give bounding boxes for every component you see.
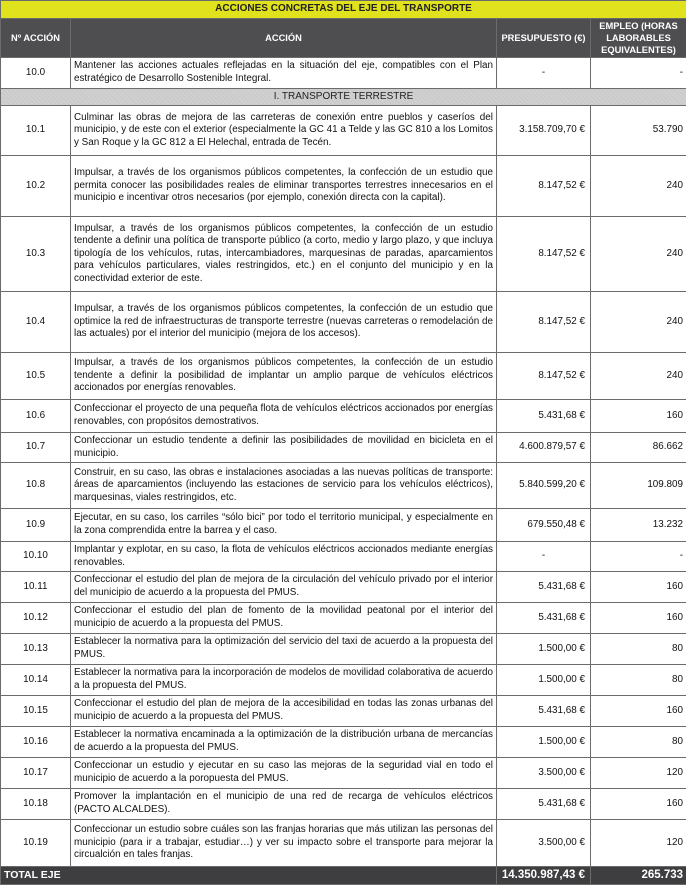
action-text: Implantar y explotar, en su caso, la flota de vehículos eléctricos accionados mediante energías renovables.	[71, 542, 497, 572]
action-number: 10.7	[1, 433, 71, 463]
action-text: Impulsar, a través de los organismos públicos competentes, la confección de un estudio que permita conocer las posibilidades reales de eliminar transportes terrestres innecesarios en el municipio e incentivar otros necesarios (por ejemplo, conexión directa con la capital).	[71, 156, 497, 217]
total-budget: 14.350.987,43 €	[497, 867, 591, 885]
action-budget: 8.147,52 €	[497, 156, 591, 217]
action-budget: 3.500,00 €	[497, 820, 591, 867]
action-number: 10.14	[1, 665, 71, 696]
action-text: Confeccionar un estudio sobre cuáles son las franjas horarias que más utilizan las personas del municipio (para ir a trabajar, estudiar…) y ver su impacto sobre el transporte para mejorar la circualción en tales franjas.	[71, 820, 497, 867]
action-number: 10.10	[1, 542, 71, 572]
action-budget: 8.147,52 €	[497, 217, 591, 292]
action-number: 10.5	[1, 353, 71, 400]
table-row	[1, 603, 686, 634]
action-number: 10.13	[1, 634, 71, 665]
table-row	[1, 400, 686, 433]
action-text: Confeccionar el estudio del plan de mejora de la accesibilidad en todas las zonas urbanas del municipio de acuerdo a la propuesta del PMUS.	[71, 696, 497, 727]
table-row	[1, 542, 686, 572]
action-text: Impulsar, a través de los organismos públicos competentes, la confección de un estudio tendente a definir la posibilidad de implantar un amplio parque de vehículos eléctricos accionados por energías renovables.	[71, 353, 497, 400]
action-jobs: 240	[591, 292, 686, 353]
action-number: 10.0	[1, 58, 71, 89]
action-jobs: 120	[591, 820, 686, 867]
table-row	[1, 217, 686, 292]
action-jobs: 240	[591, 353, 686, 400]
table-row	[1, 463, 686, 509]
action-jobs: 80	[591, 727, 686, 758]
action-number: 10.17	[1, 758, 71, 789]
intro-row	[1, 58, 686, 89]
action-number: 10.18	[1, 789, 71, 820]
action-budget: 5.431,68 €	[497, 789, 591, 820]
action-jobs: 160	[591, 572, 686, 603]
action-number: 10.8	[1, 463, 71, 509]
action-number: 10.2	[1, 156, 71, 217]
action-budget: 5.431,68 €	[497, 572, 591, 603]
table-title-row	[1, 1, 686, 19]
table-row	[1, 696, 686, 727]
action-text: Confeccionar el estudio del plan de fomento de la movilidad peatonal por el interior del municipio de acuerdo a la propuesta del PMUS.	[71, 603, 497, 634]
action-text: Confeccionar el estudio del plan de mejora de la circulación del vehículo privado por el interior del municipio de acuerdo a la propuesta del PMUS.	[71, 572, 497, 603]
action-budget: 5.431,68 €	[497, 400, 591, 433]
section-title: I. TRANSPORTE TERRESTRE	[1, 89, 686, 106]
action-text: Confeccionar el proyecto de una pequeña flota de vehículos eléctricos accionados por energías renovables, con propósitos demostrativos.	[71, 400, 497, 433]
action-number: 10.6	[1, 400, 71, 433]
action-jobs: 160	[591, 696, 686, 727]
table-row	[1, 789, 686, 820]
action-budget: 5.431,68 €	[497, 603, 591, 634]
action-budget: -	[497, 58, 591, 89]
action-jobs: 53.790	[591, 106, 686, 156]
action-jobs: -	[591, 58, 686, 89]
action-number: 10.12	[1, 603, 71, 634]
table-row	[1, 509, 686, 542]
action-text: Impulsar, a través de los organismos públicos competentes, la confección de un estudio tendente a definir una política de transporte público (a corto, medio y largo plazo, y que incluya tipología de los vehículos, rutas, intercambiadores, marquesinas de paradas, aparcamientos para vehículos particulares, viales restringidos, etc.) en el conjunto del municipio y en la conectividad exterior de este.	[71, 217, 497, 292]
section-row	[1, 89, 686, 106]
action-budget: 8.147,52 €	[497, 292, 591, 353]
table-row	[1, 665, 686, 696]
action-number: 10.3	[1, 217, 71, 292]
action-number: 10.11	[1, 572, 71, 603]
action-text: Confeccionar un estudio y ejecutar en su caso las mejoras de la seguridad vial en todo el municipio de acuerdo a la poropuesta del PMUS.	[71, 758, 497, 789]
table-row	[1, 353, 686, 400]
action-text: Establecer la normativa para la optimización del servicio del taxi de acuerdo a la propuesta del PMUS.	[71, 634, 497, 665]
action-text: Impulsar, a través de los organismos públicos competentes, la confección de un estudio que optimice la red de infraestructuras de transporte terrestre (nuevas carreteras o remodelación de las actuales) por el interior del municipio (mejora de los accesos).	[71, 292, 497, 353]
action-budget: 3.500,00 €	[497, 758, 591, 789]
action-jobs: 80	[591, 665, 686, 696]
table-row	[1, 634, 686, 665]
action-jobs: 109.809	[591, 463, 686, 509]
action-budget: -	[497, 542, 591, 572]
action-text: Establecer la normativa para la incorporación de modelos de movilidad colaborativa de acuerdo a la propuesta del PMUS.	[71, 665, 497, 696]
total-row	[1, 867, 686, 885]
header-jobs: EMPLEO (HORAS LABORABLES EQUIVALENTES)	[591, 19, 686, 58]
action-text: Construir, en su caso, las obras e instalaciones asociadas a las nuevas políticas de transporte: áreas de aparcamientos (incluyendo las estaciones de servicio para los vehículos eléctricos), marquesinas, viales restringidos, etc.	[71, 463, 497, 509]
table-row	[1, 106, 686, 156]
total-label: TOTAL EJE	[1, 867, 497, 885]
action-jobs: 240	[591, 156, 686, 217]
action-number: 10.1	[1, 106, 71, 156]
action-text: Confeccionar un estudio tendente a definir las posibilidades de movilidad en bicicleta en el municipio.	[71, 433, 497, 463]
action-number: 10.19	[1, 820, 71, 867]
action-budget: 8.147,52 €	[497, 353, 591, 400]
table-row	[1, 292, 686, 353]
action-budget: 3.158.709,70 €	[497, 106, 591, 156]
action-budget: 1.500,00 €	[497, 665, 591, 696]
action-budget: 1.500,00 €	[497, 634, 591, 665]
action-jobs: 120	[591, 758, 686, 789]
total-jobs: 265.733	[591, 867, 686, 885]
action-jobs: 160	[591, 603, 686, 634]
action-jobs: -	[591, 542, 686, 572]
action-number: 10.4	[1, 292, 71, 353]
action-budget: 5.840.599,20 €	[497, 463, 591, 509]
header-budget: PRESUPUESTO (€)	[497, 19, 591, 58]
action-jobs: 80	[591, 634, 686, 665]
table-row	[1, 156, 686, 217]
action-number: 10.15	[1, 696, 71, 727]
action-text: Culminar las obras de mejora de las carreteras de conexión entre pueblos y caseríos del municipio, y de este con el exterior (especialmente la GC 41 a Telde y las GC 810 a los Lomitos y San Roque y la GC 812 a El Helechal, entrada de Tecén.	[71, 106, 497, 156]
action-jobs: 86.662	[591, 433, 686, 463]
action-number: 10.9	[1, 509, 71, 542]
table-row	[1, 727, 686, 758]
action-jobs: 240	[591, 217, 686, 292]
header-row	[1, 19, 686, 58]
action-budget: 1.500,00 €	[497, 727, 591, 758]
table-row	[1, 433, 686, 463]
table-title: ACCIONES CONCRETAS DEL EJE DEL TRANSPORTE	[1, 1, 686, 19]
action-jobs: 13.232	[591, 509, 686, 542]
action-budget: 4.600.879,57 €	[497, 433, 591, 463]
action-budget: 679.550,48 €	[497, 509, 591, 542]
action-text: Promover la implantación en el municipio de una red de recarga de vehículos eléctricos (PACTO ALCALDES).	[71, 789, 497, 820]
table-row	[1, 758, 686, 789]
table-row	[1, 572, 686, 603]
action-text: Mantener las acciones actuales reflejadas en la situación del eje, compatibles con el Plan estratégico de Desarrollo Sostenible Integral.	[71, 58, 497, 89]
action-jobs: 160	[591, 789, 686, 820]
header-num: Nº ACCIÓN	[1, 19, 71, 58]
action-budget: 5.431,68 €	[497, 696, 591, 727]
action-text: Ejecutar, en su caso, los carriles “sólo bici” por todo el territorio municipal, y especialmente en la zona comprendida entre la barrea y el caso.	[71, 509, 497, 542]
action-jobs: 160	[591, 400, 686, 433]
action-number: 10.16	[1, 727, 71, 758]
header-action: ACCIÓN	[71, 19, 497, 58]
table-row	[1, 820, 686, 867]
action-text: Establecer la normativa encaminada a la optimización de la distribución urbana de mercancías de acuerdo a la propuesta del PMUS.	[71, 727, 497, 758]
